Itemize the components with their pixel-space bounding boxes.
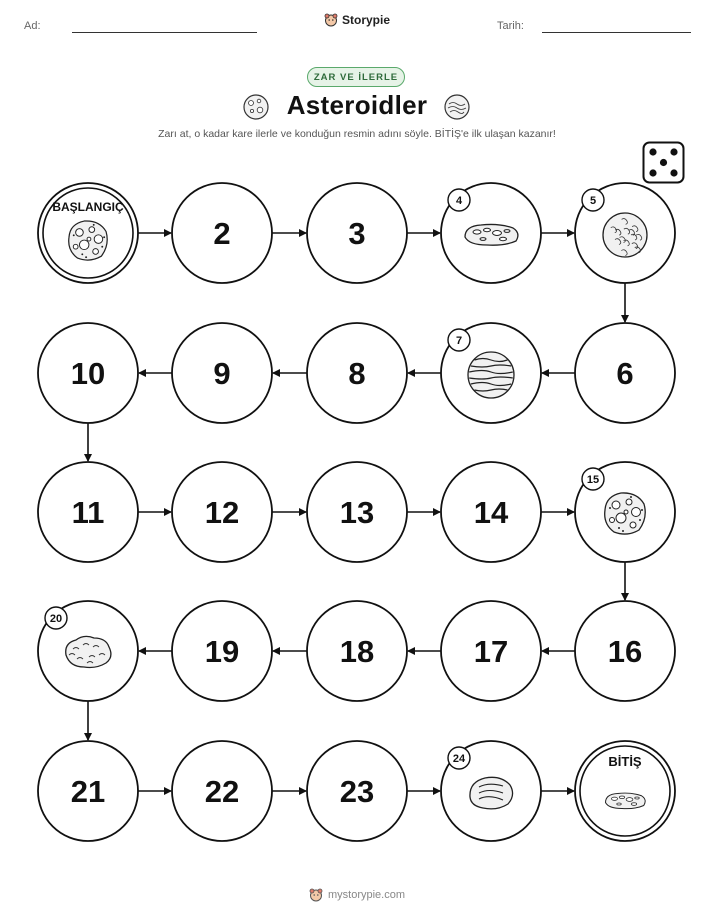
square-number: 18 [339,634,375,669]
lumpy-asteroid-icon [66,636,111,667]
board-square-21[interactable] [38,741,138,841]
square-number: 24 [452,753,466,765]
instructions: Zarı at, o kadar kare ilerle ve konduğun resmin adını söyle. BİTİŞ'e ilk ulaşan kazanır! [158,128,556,140]
board-square-16[interactable] [575,601,675,701]
board-square-24[interactable] [441,741,541,841]
board-square-11[interactable] [38,462,138,562]
board-square-1[interactable] [38,183,138,283]
brand-name: Storypie [341,13,390,27]
board-square-7[interactable] [441,323,541,423]
board-square-5[interactable] [575,183,675,283]
board-square-18[interactable] [307,601,407,701]
square-number: 4 [455,195,463,207]
square-number: 9 [213,356,231,391]
square-number: 17 [473,634,509,669]
board-square-3[interactable] [307,183,407,283]
footer [0,888,714,902]
square-number: 8 [348,356,366,391]
rock-asteroid-icon [470,777,513,809]
board-square-4[interactable] [441,183,541,283]
board-square-20[interactable] [38,601,138,701]
date-label: Tarih: [497,20,524,32]
square-number: 3 [348,216,366,251]
board-square-12[interactable] [172,462,272,562]
square-number: 13 [339,495,375,530]
board-square-13[interactable] [307,462,407,562]
square-number: 23 [339,774,375,809]
board-square-10[interactable] [38,323,138,423]
square-number: 22 [204,774,240,809]
square-number: 19 [204,634,240,669]
board-square-19[interactable] [172,601,272,701]
board-square-9[interactable] [172,323,272,423]
storypie-footer-logo-icon [309,888,323,902]
name-label: Ad: [24,20,41,32]
cratered-asteroid-icon [605,493,646,534]
board-square-22[interactable] [172,741,272,841]
textured-asteroid-icon [603,213,647,257]
board-square-17[interactable] [441,601,541,701]
board-square-15[interactable] [575,462,675,562]
flat-asteroid-icon [606,793,646,809]
page-title: Asteroidler [286,90,428,120]
square-number: 5 [589,195,597,207]
striped-asteroid-icon [468,352,514,398]
square-number: 20 [49,613,63,625]
category-badge: ZAR VE İLERLE [307,67,405,87]
footer-url: mystorypie.com [327,889,406,901]
board-square-25[interactable] [575,741,675,841]
square-number: 21 [70,774,106,809]
square-number: 6 [616,356,634,391]
flat-asteroid-icon [465,224,518,245]
board-square-14[interactable] [441,462,541,562]
square-number: 7 [455,335,463,347]
square-number: 2 [213,216,231,251]
square-number: 16 [607,634,643,669]
board-square-23[interactable] [307,741,407,841]
square-number: 15 [586,474,600,486]
square-number: 10 [70,356,106,391]
board-square-6[interactable] [575,323,675,423]
board-square-8[interactable] [307,323,407,423]
finish-label: BİTİŞ [608,754,642,769]
square-number: 12 [204,495,240,530]
square-number: 14 [473,495,509,530]
start-label: BAŞLANGIÇ [52,200,124,214]
round-asteroid-icon [69,221,108,260]
board-square-2[interactable] [172,183,272,283]
square-number: 11 [71,495,105,530]
